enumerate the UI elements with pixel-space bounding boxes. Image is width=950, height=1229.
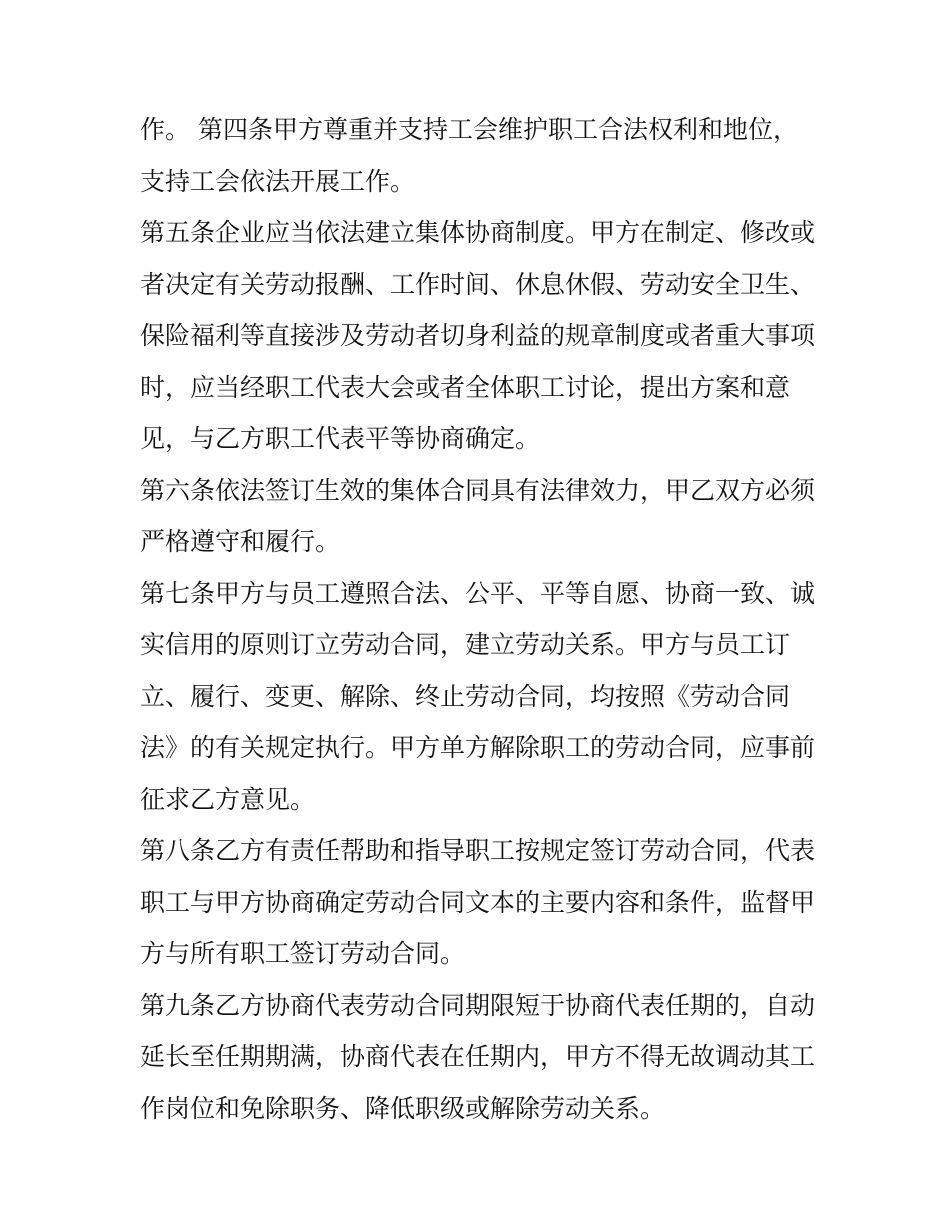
text-line: 第五条企业应当依法建立集体协商制度。甲方在制定、修改或	[140, 218, 816, 247]
text-line: 保险福利等直接涉及劳动者切身利益的规章制度或者重大事项	[140, 321, 816, 350]
text-line: 征求乙方意见。	[140, 784, 316, 814]
text-line: 第八条乙方有责任帮助和指导职工按规定签订劳动合同，代表	[140, 836, 816, 865]
text-line: 延长至任期期满，协商代表在任期内，甲方不得无故调动其工	[140, 1042, 816, 1071]
text-line: 立、履行、变更、解除、终止劳动合同，均按照《劳动合同	[140, 681, 791, 711]
text-line: 见，与乙方职工代表平等协商确定。	[140, 424, 541, 453]
text-line: 时，应当经职工代表大会或者全体职工讨论，提出方案和意	[140, 372, 791, 402]
text-line: 职工与甲方协商确定劳动合同文本的主要内容和条件，监督甲	[140, 887, 816, 917]
text-line: 者决定有关劳动报酬、工作时间、休息休假、劳动安全卫生、	[140, 269, 816, 299]
text-line: 方与所有职工签订劳动合同。	[140, 939, 466, 968]
text-line: 作岗位和免除职务、降低职级或解除劳动关系。	[140, 1093, 666, 1123]
text-line: 严格遵守和履行。	[140, 527, 341, 556]
text-line: 第九条乙方协商代表劳动合同期限短于协商代表任期的，自动	[140, 990, 816, 1020]
text-line: 第七条甲方与员工遵照合法、公平、平等自愿、协商一致、诚	[140, 578, 816, 608]
text-line: 法》的有关规定执行。甲方单方解除职工的劳动合同，应事前	[140, 733, 816, 762]
text-line: 实信用的原则订立劳动合同，建立劳动关系。甲方与员工订	[140, 630, 791, 659]
text-line: 支持工会依法开展工作。	[140, 166, 416, 196]
document-body	[140, 104, 820, 1134]
text-line: 第六条依法签订生效的集体合同具有法律效力，甲乙双方必须	[140, 475, 816, 505]
text-line: 作。 第四条甲方尊重并支持工会维护职工合法权利和地位，	[140, 115, 798, 144]
